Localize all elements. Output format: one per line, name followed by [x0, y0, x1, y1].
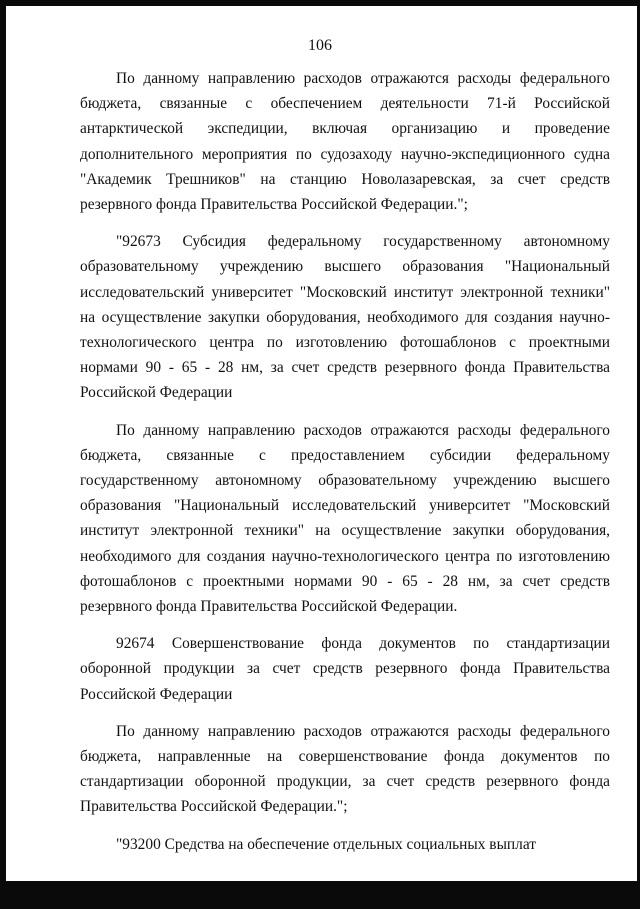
paragraph-92674-heading: 92674 Совершенствование фонда документов по стандартизации оборонной продукции за счет средств резервного фонда Правительства Российской Федерации: [80, 635, 610, 703]
paragraph-expedition-expenses: По данному направлению расходов отражаются расходы федерального бюджета, связанные с обеспечением деятельности 71-й Российской антарктической экспедиции, включая организацию и проведение дополнительного мероприятия по судозаходу научно-экспедиционного судна "Академик Трешников" на станцию Новолазаревская, за счет средств резервного фонда Правительства Российской Федерации.";: [80, 70, 610, 214]
paragraph-93200-heading: "93200 Средства на обеспечение отдельных социальных выплат: [116, 835, 536, 853]
paragraph-92673-subsidy: "92673 Субсидия федеральному государственному автономному образовательному учреждению высшего образования "Национальный исследовательский университет "Московский институт электронной техники" на осуществление закупки оборудования, необходимого для создания научно-технологического центра по изготовлению фотошаблонов с проектными нормами 90 - 65 - 28 нм, за счет средств резервного фонда Правительства Российской Федерации: [80, 233, 610, 402]
paragraph-92673-expenses: По данному направлению расходов отражаются расходы федерального бюджета, связанные с предоставлением субсидии федеральному государственному автономному образовательному учреждению высшего образования "Национальный исследовательский университет "Московский институт электронной техники" на осуществление закупки оборудования, необходимого для создания научно-технологического центра по изготовлению фотошаблонов с проектными нормами 90 - 65 - 28 нм, за счет средств резервного фонда Правительства Российской Федерации.: [80, 421, 610, 616]
document-body: [80, 66, 610, 869]
paragraph-92674-expenses: По данному направлению расходов отражаются расходы федерального бюджета, направленные на совершенствование фонда документов по стандартизации оборонной продукции, за счет средств резервного фонда Правительства Российской Федерации.";: [80, 722, 610, 816]
page-number: 106: [308, 37, 332, 54]
